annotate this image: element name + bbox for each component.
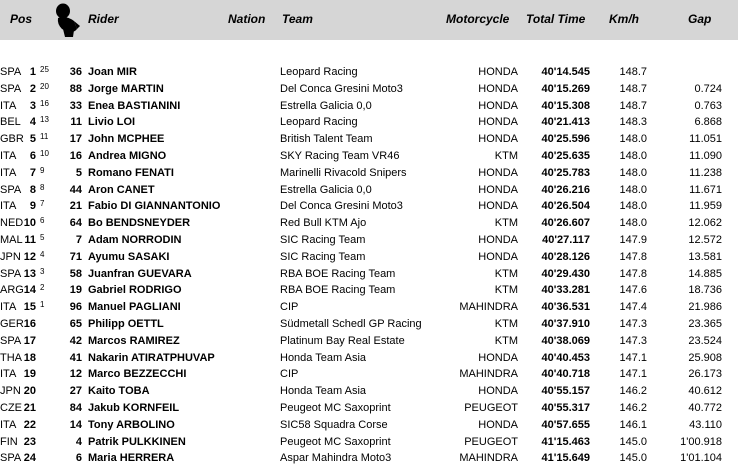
nation-cell: GBR bbox=[0, 133, 24, 146]
table-row bbox=[0, 165, 738, 182]
motorcycle-cell: HONDA bbox=[478, 351, 518, 364]
nation-cell: JPN bbox=[0, 385, 21, 398]
nation-cell: MAL bbox=[0, 233, 23, 246]
gap-cell: 0.763 bbox=[694, 99, 722, 112]
position-cell: 10 bbox=[23, 217, 36, 230]
motorcycle-rider-icon bbox=[52, 2, 82, 38]
motorcycle-cell: HONDA bbox=[478, 166, 518, 179]
nation-cell: ITA bbox=[0, 368, 17, 381]
nation-cell: SPA bbox=[0, 267, 22, 280]
kmh-cell: 146.2 bbox=[619, 401, 647, 414]
position-cell: 7 bbox=[29, 166, 36, 179]
total-time-cell: 40'14.545 bbox=[541, 66, 590, 78]
team-cell: SKY Racing Team VR46 bbox=[280, 149, 400, 162]
total-time-cell: 40'25.635 bbox=[541, 149, 590, 162]
rider-name-cell: Joan MIR bbox=[88, 66, 137, 78]
position-cell: 15 bbox=[23, 301, 36, 314]
header-pos: Pos bbox=[10, 12, 33, 26]
position-cell: 21 bbox=[23, 401, 36, 414]
rider-name-cell: John MCPHEE bbox=[88, 133, 165, 146]
gap-cell: 0.724 bbox=[694, 82, 722, 95]
motorcycle-cell: KTM bbox=[494, 284, 518, 297]
rider-number-cell: 17 bbox=[69, 133, 82, 146]
nation-cell: ITA bbox=[0, 99, 17, 112]
nation-cell: THA bbox=[0, 351, 22, 364]
team-cell: SIC Racing Team bbox=[280, 233, 366, 246]
points-cell: 9 bbox=[40, 165, 45, 175]
motorcycle-cell: PEUGEOT bbox=[464, 435, 518, 448]
header-team: Team bbox=[282, 12, 313, 26]
kmh-cell: 148.0 bbox=[619, 217, 647, 230]
total-time-cell: 40'40.718 bbox=[541, 368, 590, 381]
gap-cell: 23.524 bbox=[688, 334, 722, 347]
total-time-cell: 40'25.596 bbox=[541, 133, 590, 146]
points-cell: 5 bbox=[40, 232, 45, 242]
gap-cell: 12.572 bbox=[688, 233, 722, 246]
table-row bbox=[0, 282, 738, 299]
total-time-cell: 40'27.117 bbox=[542, 233, 590, 246]
position-cell: 1 bbox=[29, 66, 36, 78]
rider-name-cell: Nakarin ATIRATPHUVAP bbox=[88, 351, 215, 364]
header-motorcycle: Motorcycle bbox=[446, 12, 510, 26]
rider-number-cell: 84 bbox=[69, 401, 82, 414]
gap-cell: 40.772 bbox=[688, 401, 722, 414]
total-time-cell: 40'37.910 bbox=[541, 317, 590, 330]
position-cell: 11 bbox=[24, 233, 36, 246]
nation-cell: ITA bbox=[0, 166, 17, 179]
position-cell: 17 bbox=[23, 334, 36, 347]
rider-number-cell: 58 bbox=[69, 267, 82, 280]
rider-number-cell: 12 bbox=[69, 368, 82, 381]
rider-name-cell: Andrea MIGNO bbox=[88, 149, 167, 162]
table-row bbox=[0, 316, 738, 333]
team-cell: Peugeot MC Saxoprint bbox=[280, 401, 391, 414]
table-row bbox=[0, 366, 738, 383]
nation-cell: ITA bbox=[0, 301, 17, 314]
kmh-cell: 148.0 bbox=[619, 200, 647, 213]
nation-cell: SPA bbox=[0, 334, 22, 347]
team-cell: British Talent Team bbox=[280, 133, 373, 146]
rider-number-cell: 42 bbox=[69, 334, 82, 347]
position-cell: 9 bbox=[29, 200, 36, 213]
motorcycle-cell: HONDA bbox=[478, 385, 518, 398]
total-time-cell: 41'15.649 bbox=[541, 452, 590, 465]
total-time-cell: 40'33.281 bbox=[541, 284, 590, 297]
rider-number-cell: 16 bbox=[69, 149, 82, 162]
header-rider: Rider bbox=[88, 12, 119, 26]
position-cell: 12 bbox=[23, 250, 36, 263]
table-row bbox=[0, 383, 738, 400]
rider-number-cell: 5 bbox=[75, 166, 82, 179]
position-cell: 8 bbox=[29, 183, 36, 196]
motorcycle-cell: HONDA bbox=[478, 183, 518, 196]
table-row bbox=[0, 114, 738, 131]
team-cell: Estrella Galicia 0,0 bbox=[280, 183, 372, 196]
table-row bbox=[0, 400, 738, 417]
rider-number-cell: 33 bbox=[69, 99, 82, 112]
position-cell: 13 bbox=[23, 267, 36, 280]
motorcycle-cell: HONDA bbox=[478, 200, 518, 213]
gap-cell: 11.238 bbox=[689, 166, 722, 179]
total-time-cell: 40'26.216 bbox=[541, 183, 590, 196]
team-cell: Del Conca Gresini Moto3 bbox=[280, 200, 403, 213]
rider-number-cell: 14 bbox=[69, 418, 82, 431]
motorcycle-cell: HONDA bbox=[478, 66, 518, 78]
kmh-cell: 148.7 bbox=[619, 66, 647, 78]
rider-number-cell: 65 bbox=[69, 317, 82, 330]
table-row bbox=[0, 81, 738, 98]
position-cell: 2 bbox=[29, 82, 36, 95]
total-time-cell: 40'25.783 bbox=[541, 166, 590, 179]
nation-cell: GER bbox=[0, 317, 24, 330]
table-row bbox=[0, 450, 738, 467]
position-cell: 6 bbox=[29, 149, 36, 162]
motorcycle-cell: HONDA bbox=[478, 99, 518, 112]
rider-number-cell: 64 bbox=[69, 217, 82, 230]
rider-name-cell: Romano FENATI bbox=[88, 166, 174, 179]
points-cell: 7 bbox=[40, 199, 45, 209]
total-time-cell: 40'26.607 bbox=[541, 217, 590, 230]
kmh-cell: 147.1 bbox=[619, 368, 647, 381]
motorcycle-cell: HONDA bbox=[478, 233, 518, 246]
rider-name-cell: Philipp OETTL bbox=[88, 317, 164, 330]
points-cell: 20 bbox=[40, 81, 49, 91]
motorcycle-cell: MAHINDRA bbox=[459, 368, 518, 381]
total-time-cell: 40'38.069 bbox=[541, 334, 590, 347]
kmh-cell: 146.2 bbox=[619, 385, 647, 398]
header-nation: Nation bbox=[228, 12, 266, 26]
rider-name-cell: Kaito TOBA bbox=[88, 385, 150, 398]
team-cell: Del Conca Gresini Moto3 bbox=[280, 82, 403, 95]
total-time-cell: 40'40.453 bbox=[541, 351, 590, 364]
gap-cell: 43.110 bbox=[689, 418, 722, 431]
rider-name-cell: Adam NORRODIN bbox=[88, 233, 182, 246]
position-cell: 20 bbox=[23, 385, 36, 398]
nation-cell: BEL bbox=[0, 116, 21, 129]
nation-cell: SPA bbox=[0, 82, 22, 95]
position-cell: 16 bbox=[23, 317, 36, 330]
kmh-cell: 148.0 bbox=[619, 183, 647, 196]
motorcycle-cell: MAHINDRA bbox=[459, 301, 518, 314]
table-row bbox=[0, 215, 738, 232]
rider-name-cell: Gabriel RODRIGO bbox=[88, 284, 182, 297]
position-cell: 23 bbox=[23, 435, 36, 448]
position-cell: 22 bbox=[23, 418, 36, 431]
gap-cell: 11.051 bbox=[689, 133, 722, 146]
table-row bbox=[0, 333, 738, 350]
kmh-cell: 147.6 bbox=[619, 284, 647, 297]
motorcycle-cell: HONDA bbox=[478, 116, 518, 129]
points-cell: 6 bbox=[40, 216, 45, 226]
rider-name-cell: Maria HERRERA bbox=[88, 452, 175, 465]
rider-name-cell: Enea BASTIANINI bbox=[88, 99, 181, 112]
kmh-cell: 147.8 bbox=[619, 267, 647, 280]
gap-cell: 1'00.918 bbox=[680, 435, 722, 448]
table-row bbox=[0, 198, 738, 215]
team-cell: SIC Racing Team bbox=[280, 250, 366, 263]
kmh-cell: 148.0 bbox=[619, 149, 647, 162]
rider-name-cell: Marcos RAMIREZ bbox=[88, 334, 180, 347]
team-cell: Peugeot MC Saxoprint bbox=[280, 435, 391, 448]
team-cell: Leopard Racing bbox=[280, 66, 358, 78]
gap-cell: 11.671 bbox=[689, 183, 722, 196]
points-cell: 25 bbox=[40, 65, 49, 74]
rider-name-cell: Juanfran GUEVARA bbox=[88, 267, 192, 280]
gap-cell: 6.868 bbox=[694, 116, 722, 129]
nation-cell: NED bbox=[0, 217, 24, 230]
header-kmh: Km/h bbox=[609, 12, 639, 26]
nation-cell: SPA bbox=[0, 66, 22, 78]
table-row bbox=[0, 299, 738, 316]
kmh-cell: 147.8 bbox=[619, 250, 647, 263]
nation-cell: SPA bbox=[0, 183, 22, 196]
nation-cell: ARG bbox=[0, 284, 24, 297]
motorcycle-cell: KTM bbox=[494, 267, 518, 280]
team-cell: Red Bull KTM Ajo bbox=[280, 217, 367, 230]
table-row bbox=[0, 249, 738, 266]
position-cell: 4 bbox=[29, 116, 36, 129]
team-cell: Estrella Galicia 0,0 bbox=[280, 99, 372, 112]
gap-cell: 18.736 bbox=[688, 284, 722, 297]
rider-name-cell: Jorge MARTIN bbox=[88, 82, 164, 95]
team-cell: Honda Team Asia bbox=[280, 385, 367, 398]
motorcycle-cell: HONDA bbox=[478, 82, 518, 95]
rider-number-cell: 96 bbox=[69, 301, 82, 314]
nation-cell: JPN bbox=[0, 250, 21, 263]
rider-name-cell: Manuel PAGLIANI bbox=[88, 301, 181, 314]
points-cell: 3 bbox=[40, 266, 45, 276]
kmh-cell: 148.0 bbox=[619, 166, 647, 179]
position-cell: 19 bbox=[23, 368, 36, 381]
position-cell: 24 bbox=[23, 452, 36, 465]
team-cell: RBA BOE Racing Team bbox=[280, 267, 396, 280]
table-row bbox=[0, 266, 738, 283]
gap-cell: 12.062 bbox=[688, 217, 722, 230]
team-cell: CIP bbox=[280, 368, 299, 381]
motorcycle-cell: PEUGEOT bbox=[464, 401, 518, 414]
motorcycle-cell: HONDA bbox=[478, 133, 518, 146]
rider-number-cell: 41 bbox=[69, 351, 82, 364]
rider-number-cell: 27 bbox=[69, 385, 82, 398]
kmh-cell: 147.3 bbox=[619, 317, 647, 330]
rider-name-cell: Jakub KORNFEIL bbox=[88, 401, 180, 414]
kmh-cell: 147.1 bbox=[619, 351, 647, 364]
rider-name-cell: Ayumu SASAKI bbox=[88, 250, 170, 263]
table-row bbox=[0, 232, 738, 249]
table-row bbox=[0, 64, 738, 81]
total-time-cell: 40'15.269 bbox=[541, 82, 590, 95]
nation-cell: FIN bbox=[0, 435, 18, 448]
kmh-cell: 148.7 bbox=[619, 99, 647, 112]
total-time-cell: 40'55.317 bbox=[541, 401, 590, 414]
table-row bbox=[0, 131, 738, 148]
table-row bbox=[0, 148, 738, 165]
motorcycle-cell: KTM bbox=[494, 149, 518, 162]
total-time-cell: 40'29.430 bbox=[541, 267, 590, 280]
nation-cell: ITA bbox=[0, 149, 17, 162]
kmh-cell: 145.0 bbox=[619, 435, 647, 448]
kmh-cell: 148.0 bbox=[619, 133, 647, 146]
team-cell: SIC58 Squadra Corse bbox=[280, 418, 388, 431]
total-time-cell: 40'28.126 bbox=[541, 250, 590, 263]
points-cell: 8 bbox=[40, 182, 45, 192]
rider-name-cell: Marco BEZZECCHI bbox=[88, 368, 187, 381]
total-time-cell: 40'36.531 bbox=[541, 301, 590, 314]
total-time-cell: 40'15.308 bbox=[541, 99, 590, 112]
position-cell: 5 bbox=[29, 133, 36, 146]
gap-cell: 25.908 bbox=[688, 351, 722, 364]
table-row bbox=[0, 417, 738, 434]
kmh-cell: 147.4 bbox=[619, 301, 647, 314]
rider-number-cell: 88 bbox=[69, 82, 82, 95]
team-cell: CIP bbox=[280, 301, 299, 314]
team-cell: Südmetall Schedl GP Racing bbox=[280, 317, 422, 330]
table-header bbox=[0, 0, 738, 40]
header-gap: Gap bbox=[688, 12, 712, 26]
rider-number-cell: 44 bbox=[69, 183, 82, 196]
kmh-cell: 147.3 bbox=[619, 334, 647, 347]
total-time-cell: 40'55.157 bbox=[541, 385, 590, 398]
rider-number-cell: 19 bbox=[69, 284, 82, 297]
gap-cell: 11.090 bbox=[689, 149, 722, 162]
motorcycle-cell: HONDA bbox=[478, 250, 518, 263]
rider-number-cell: 36 bbox=[69, 66, 82, 78]
rider-number-cell: 7 bbox=[75, 233, 82, 246]
kmh-cell: 148.7 bbox=[619, 82, 647, 95]
points-cell: 1 bbox=[40, 300, 45, 310]
gap-cell: 11.959 bbox=[689, 200, 722, 213]
gap-cell: 14.885 bbox=[688, 267, 722, 280]
team-cell: Marinelli Rivacold Snipers bbox=[280, 166, 407, 179]
rider-number-cell: 71 bbox=[69, 250, 82, 263]
points-cell: 4 bbox=[40, 249, 45, 259]
rider-name-cell: Fabio DI GIANNANTONIO bbox=[88, 200, 221, 213]
kmh-cell: 147.9 bbox=[619, 233, 647, 246]
total-time-cell: 41'15.463 bbox=[541, 435, 590, 448]
kmh-cell: 145.0 bbox=[619, 452, 647, 465]
motorcycle-cell: KTM bbox=[494, 217, 518, 230]
team-cell: Platinum Bay Real Estate bbox=[280, 334, 405, 347]
gap-cell: 23.365 bbox=[688, 317, 722, 330]
rider-name-cell: Bo BENDSNEYDER bbox=[88, 217, 191, 230]
rider-name-cell: Aron CANET bbox=[88, 183, 155, 196]
kmh-cell: 146.1 bbox=[619, 418, 647, 431]
motorcycle-cell: KTM bbox=[494, 317, 518, 330]
position-cell: 3 bbox=[29, 99, 36, 112]
rider-name-cell: Livio LOI bbox=[88, 116, 136, 129]
motorcycle-cell: HONDA bbox=[478, 418, 518, 431]
table-row bbox=[0, 98, 738, 115]
points-cell: 16 bbox=[40, 98, 49, 108]
gap-cell: 13.581 bbox=[688, 250, 722, 263]
header-total-time: Total Time bbox=[526, 12, 586, 26]
table-row bbox=[0, 350, 738, 367]
team-cell: Leopard Racing bbox=[280, 116, 358, 129]
nation-cell: ITA bbox=[0, 418, 17, 431]
gap-cell: 1'01.104 bbox=[680, 452, 722, 465]
rider-name-cell: Patrik PULKKINEN bbox=[88, 435, 186, 448]
team-cell: Honda Team Asia bbox=[280, 351, 367, 364]
position-cell: 14 bbox=[23, 284, 36, 297]
gap-cell: 26.173 bbox=[688, 368, 722, 381]
points-cell: 11 bbox=[40, 132, 49, 142]
kmh-cell: 148.3 bbox=[619, 116, 647, 129]
points-cell: 2 bbox=[40, 283, 45, 293]
nation-cell: ITA bbox=[0, 200, 17, 213]
nation-cell: SPA bbox=[0, 452, 22, 465]
total-time-cell: 40'21.413 bbox=[541, 116, 590, 129]
total-time-cell: 40'57.655 bbox=[541, 418, 590, 431]
motorcycle-cell: MAHINDRA bbox=[459, 452, 518, 465]
nation-cell: CZE bbox=[0, 401, 22, 414]
team-cell: RBA BOE Racing Team bbox=[280, 284, 396, 297]
points-cell: 10 bbox=[40, 148, 49, 158]
motorcycle-cell: KTM bbox=[494, 334, 518, 347]
rider-number-cell: 11 bbox=[70, 116, 82, 129]
total-time-cell: 40'26.504 bbox=[541, 200, 590, 213]
rider-name-cell: Tony ARBOLINO bbox=[88, 418, 175, 431]
gap-cell: 40.612 bbox=[688, 385, 722, 398]
rider-number-cell: 6 bbox=[75, 452, 82, 465]
team-cell: Aspar Mahindra Moto3 bbox=[280, 452, 392, 465]
table-row bbox=[0, 182, 738, 199]
position-cell: 18 bbox=[23, 351, 36, 364]
rider-number-cell: 21 bbox=[69, 200, 82, 213]
rider-number-cell: 4 bbox=[75, 435, 82, 448]
points-cell: 13 bbox=[40, 115, 49, 125]
table-row bbox=[0, 434, 738, 451]
gap-cell: 21.986 bbox=[688, 301, 722, 314]
results-table bbox=[0, 64, 738, 467]
